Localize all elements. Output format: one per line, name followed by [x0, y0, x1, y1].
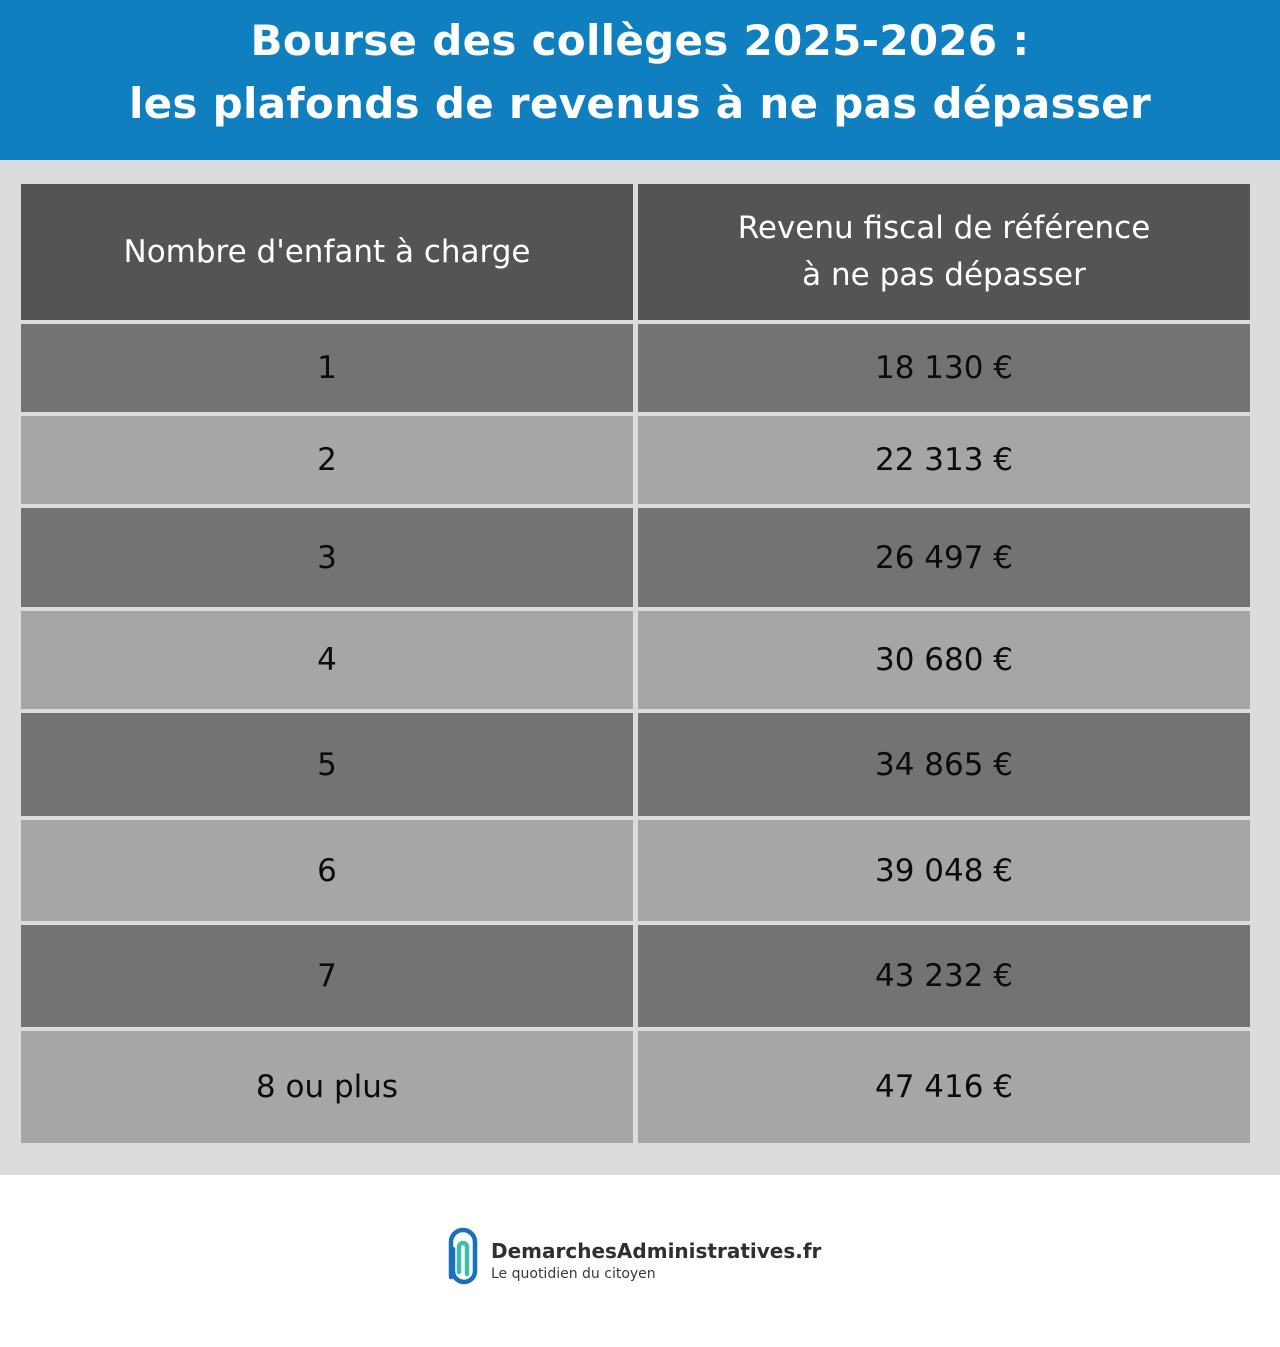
table-row-children-cell: 7 — [21, 925, 633, 1027]
brand-name: DemarchesAdministratives.fr — [491, 1239, 822, 1263]
column-header-children-label: Nombre d'enfant à charge — [123, 233, 531, 270]
page-footer — [0, 1175, 1280, 1347]
income-ceiling-table — [0, 160, 1280, 1175]
page-header — [0, 0, 1280, 160]
page-title-line-1: Bourse des collèges 2025-2026 : — [250, 16, 1030, 65]
table-row-income-cell: 47 416 € — [638, 1031, 1250, 1143]
table-row-children-cell: 1 — [21, 324, 633, 412]
table-row-children-cell: 2 — [21, 416, 633, 504]
table-row-income-cell: 26 497 € — [638, 508, 1250, 607]
table-row-children-cell: 5 — [21, 713, 633, 816]
column-header-income — [638, 184, 1250, 320]
table-row-income-cell: 39 048 € — [638, 820, 1250, 921]
page-title-line-2: les plafonds de revenus à ne pas dépasser — [128, 79, 1152, 128]
column-header-children — [21, 184, 633, 320]
table-row-income-cell: 22 313 € — [638, 416, 1250, 504]
paperclip-logo-icon — [440, 1227, 486, 1289]
table-row-income-cell: 43 232 € — [638, 925, 1250, 1027]
table-row-children-cell: 6 — [21, 820, 633, 921]
table-row-children-cell: 3 — [21, 508, 633, 607]
table-row-children-cell: 4 — [21, 611, 633, 709]
table-row-income-cell: 18 130 € — [638, 324, 1250, 412]
table-row-income-cell: 30 680 € — [638, 611, 1250, 709]
brand-tagline: Le quotidien du citoyen — [491, 1266, 656, 1282]
column-header-income-line-1: Revenu fiscal de référence — [737, 210, 1151, 246]
table-row-children-cell: 8 ou plus — [21, 1031, 633, 1143]
table-row-income-cell: 34 865 € — [638, 713, 1250, 816]
column-header-income-line-2: à ne pas dépasser — [802, 257, 1086, 293]
